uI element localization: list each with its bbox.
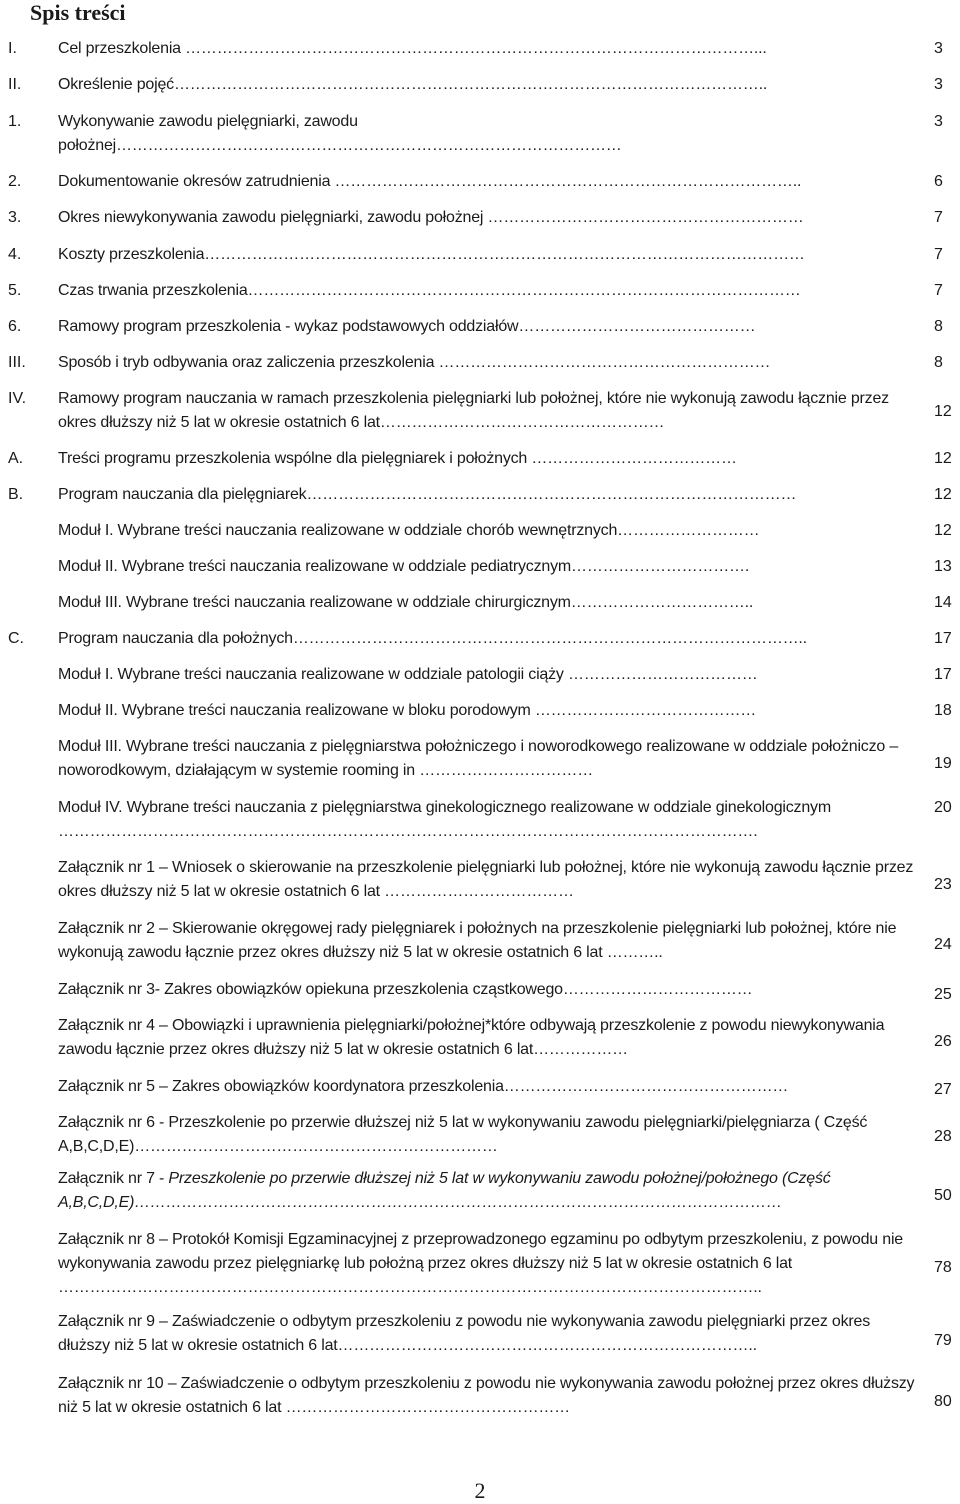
toc-entry-title: Moduł II. Wybrane treści nauczania realizowane w oddziale pediatrycznym…………………………….: [58, 558, 750, 575]
toc-entry-title: Załącznik nr 1 – Wniosek o skierowanie na przeszkolenie pielęgniarki lub położnej, które nie wykonują zawodu łącznie przez okres dłuższy niż 5 lat w okresie ostatnich 6 lat ………………………………: [58, 859, 914, 900]
toc-entry-title: Załącznik nr 6 - Przeszkolenie po przerwie dłuższej niż 5 lat w wykonywaniu zawodu pielęgniarki/pielęgniarza ( Część A,B,C,D,E)……………………………………………………………: [58, 1114, 868, 1155]
toc-entry-title: Załącznik nr 9 – Zaświadczenie o odbytym przeszkoleniu z powodu nie wykonywania zawodu pielęgniarki przez okres dłuższy niż 5 lat w okresie ostatnich 6 lat……………………………………………………………………..: [58, 1313, 870, 1354]
toc-entry-page: 13: [934, 558, 952, 575]
toc-entry-page: 12: [934, 486, 952, 503]
toc-entry-page: 8: [934, 354, 943, 371]
toc-entry-title: Okres niewykonywania zawodu pielęgniarki, zawodu położnej ……………………………………………………: [58, 209, 804, 226]
toc-entry-page: 3: [934, 113, 943, 130]
toc-entry-title-italic: Przeszkolenie po przerwie dłuższej niż 5 lat w wykonywaniu zawodu położnej/położnego (Część A,B,C,D,E)……………………………………………………………………………………………………………: [58, 1170, 831, 1211]
toc-entry-title: Ramowy program nauczania w ramach przeszkolenia pielęgniarki lub położnej, które nie wykonują zawodu łącznie przez okres dłuższy niż 5 lat w okresie ostatnich 6 lat………………………………………………: [58, 390, 889, 431]
toc-entry-page: 17: [934, 630, 952, 647]
toc-entry-title: Cel przeszkolenia ………………………………………………………………………………………………...: [58, 40, 767, 57]
page-number: 2: [474, 1478, 486, 1503]
toc-entry-number: A.: [8, 450, 24, 467]
toc-entry-title: Załącznik nr 5 – Zakres obowiązków koordynatora przeszkolenia………………………………………………: [58, 1078, 789, 1095]
toc-entry-title: Załącznik nr 10 – Zaświadczenie o odbytym przeszkoleniu z powodu nie wykonywania zawodu położnej przez okres dłuższy niż 5 lat w okresie ostatnich 6 lat ………………………………………………: [58, 1375, 915, 1416]
toc-entry-title: Załącznik nr 3- Zakres obowiązków opiekuna przeszkolenia cząstkowego………………………………: [58, 981, 753, 998]
toc-entry-number: 6.: [8, 318, 22, 335]
toc-entry-page: 26: [934, 1033, 952, 1050]
toc-entry-number: C.: [8, 630, 24, 647]
toc-entry-number: II.: [8, 76, 22, 93]
toc-entry-title: Moduł I. Wybrane treści nauczania realizowane w oddziale patologii ciąży ………………………………: [58, 666, 758, 683]
toc-entry-number: I.: [8, 40, 17, 57]
toc-entry-page: 19: [934, 755, 952, 772]
toc-entry-number: 2.: [8, 173, 22, 190]
toc-entry-page: 80: [934, 1393, 952, 1410]
page-title: Spis treści: [30, 0, 126, 25]
toc-entry-page: 12: [934, 403, 952, 420]
toc-entry-title: Moduł III. Wybrane treści nauczania realizowane w oddziale chirurgicznym……………………………..: [58, 594, 754, 611]
toc-entry-page: 50: [934, 1187, 952, 1204]
toc-entry-number: B.: [8, 486, 24, 503]
toc-entry-page: 28: [934, 1128, 952, 1145]
toc-entry-page: 20: [934, 799, 952, 816]
toc-entry-page: 24: [934, 936, 952, 953]
toc-entry-title: Wykonywanie zawodu pielęgniarki, zawodu położnej……………………………………………………………………………………: [58, 113, 622, 154]
toc-entry-page: 3: [934, 76, 943, 93]
toc-entry-page: 18: [934, 702, 952, 719]
toc-entry-title: Program nauczania dla położnych……………………………………………………………………………………..: [58, 630, 807, 647]
toc-entry-page: 27: [934, 1081, 952, 1098]
toc-entry-title: Dokumentowanie okresów zatrudnienia ……………………………………………………………………………..: [58, 173, 802, 190]
toc-entry-page: 79: [934, 1332, 952, 1349]
toc-entry-page: 17: [934, 666, 952, 683]
toc-entry-page: 12: [934, 522, 952, 539]
toc-entry-title: Czas trwania przeszkolenia……………………………………………………………………………………………: [58, 282, 801, 299]
toc-entry-title: Moduł IV. Wybrane treści nauczania z pielęgniarstwa ginekologicznego realizowane w oddziale ginekologicznym …………………………………………………………………………………………………………………….: [58, 799, 831, 840]
toc-entry-page: 78: [934, 1259, 952, 1276]
toc-entry-title-prefix: Załącznik nr 7 -: [58, 1170, 169, 1187]
toc-entry-number: 3.: [8, 209, 22, 226]
toc-entry-page: 25: [934, 986, 952, 1003]
toc-entry-title: [58, 1167, 926, 1215]
toc-entry-page: 12: [934, 450, 952, 467]
toc-entry-page: 7: [934, 209, 943, 226]
toc-entry-number: 1.: [8, 113, 22, 130]
toc-entry-title: Moduł II. Wybrane treści nauczania realizowane w bloku porodowym ……………………………………: [58, 702, 757, 719]
toc-entry-title: Określenie pojęć…………………………………………………………………………………………………..: [58, 76, 768, 93]
toc-entry-title: Program nauczania dla pielęgniarek…………………………………………………………………………………: [58, 486, 797, 503]
toc-entry-title: Koszty przeszkolenia……………………………………………………………………………………………………: [58, 246, 805, 263]
toc-entry-page: 6: [934, 173, 943, 190]
toc-entry-title: Ramowy program przeszkolenia - wykaz podstawowych oddziałów………………………………………: [58, 318, 756, 335]
toc-entry-page: 8: [934, 318, 943, 335]
toc-entry-page: 7: [934, 246, 943, 263]
toc-entry-number: 5.: [8, 282, 22, 299]
toc-entry-page: 14: [934, 594, 952, 611]
toc-entry-title: Treści programu przeszkolenia wspólne dla pielęgniarek i położnych …………………………………: [58, 450, 737, 467]
toc-entry-title: Sposób i tryb odbywania oraz zaliczenia przeszkolenia ………………………………………………………: [58, 354, 771, 371]
toc-entry-page: 3: [934, 40, 943, 57]
toc-entry-title: Załącznik nr 4 – Obowiązki i uprawnienia pielęgniarki/położnej*które odbywają przeszkolenie z powodu niewykonywania zawodu łącznie przez okres dłuższy niż 5 lat w okresie ostatnich 6 lat………………: [58, 1017, 885, 1058]
toc-entry-number: III.: [8, 354, 26, 371]
toc-entry-title: Załącznik nr 2 – Skierowanie okręgowej rady pielęgniarek i położnych na przeszkolenie pielęgniarki lub położnej, które nie wykonują zawodu łącznie przez okres dłuższy niż 5 lat w okresie ostatnich 6 lat ………..: [58, 920, 897, 961]
toc-entry-number: 4.: [8, 246, 22, 263]
toc-entry-title: Załącznik nr 8 – Protokół Komisji Egzaminacyjnej z przeprowadzonego egzaminu po odbytym przeszkoleniu, z powodu nie wykonywania zawodu przez pielęgniarkę lub położną przez okres dłuższy niż 5 lat w okresie ostatnich 6 lat ……………………………………………………………………………………………………………………..: [58, 1231, 904, 1296]
toc-entry-title: Moduł III. Wybrane treści nauczania z pielęgniarstwa położniczego i noworodkowego realizowane w oddziale położniczo – noworodkowym, działającym w systemie rooming in ……………………………: [58, 738, 899, 779]
toc-entry-title: Moduł I. Wybrane treści nauczania realizowane w oddziale chorób wewnętrznych………………………: [58, 522, 760, 539]
toc-entry-page: 7: [934, 282, 943, 299]
toc-entry-number: IV.: [8, 390, 27, 407]
toc-entry-page: 23: [934, 876, 952, 893]
